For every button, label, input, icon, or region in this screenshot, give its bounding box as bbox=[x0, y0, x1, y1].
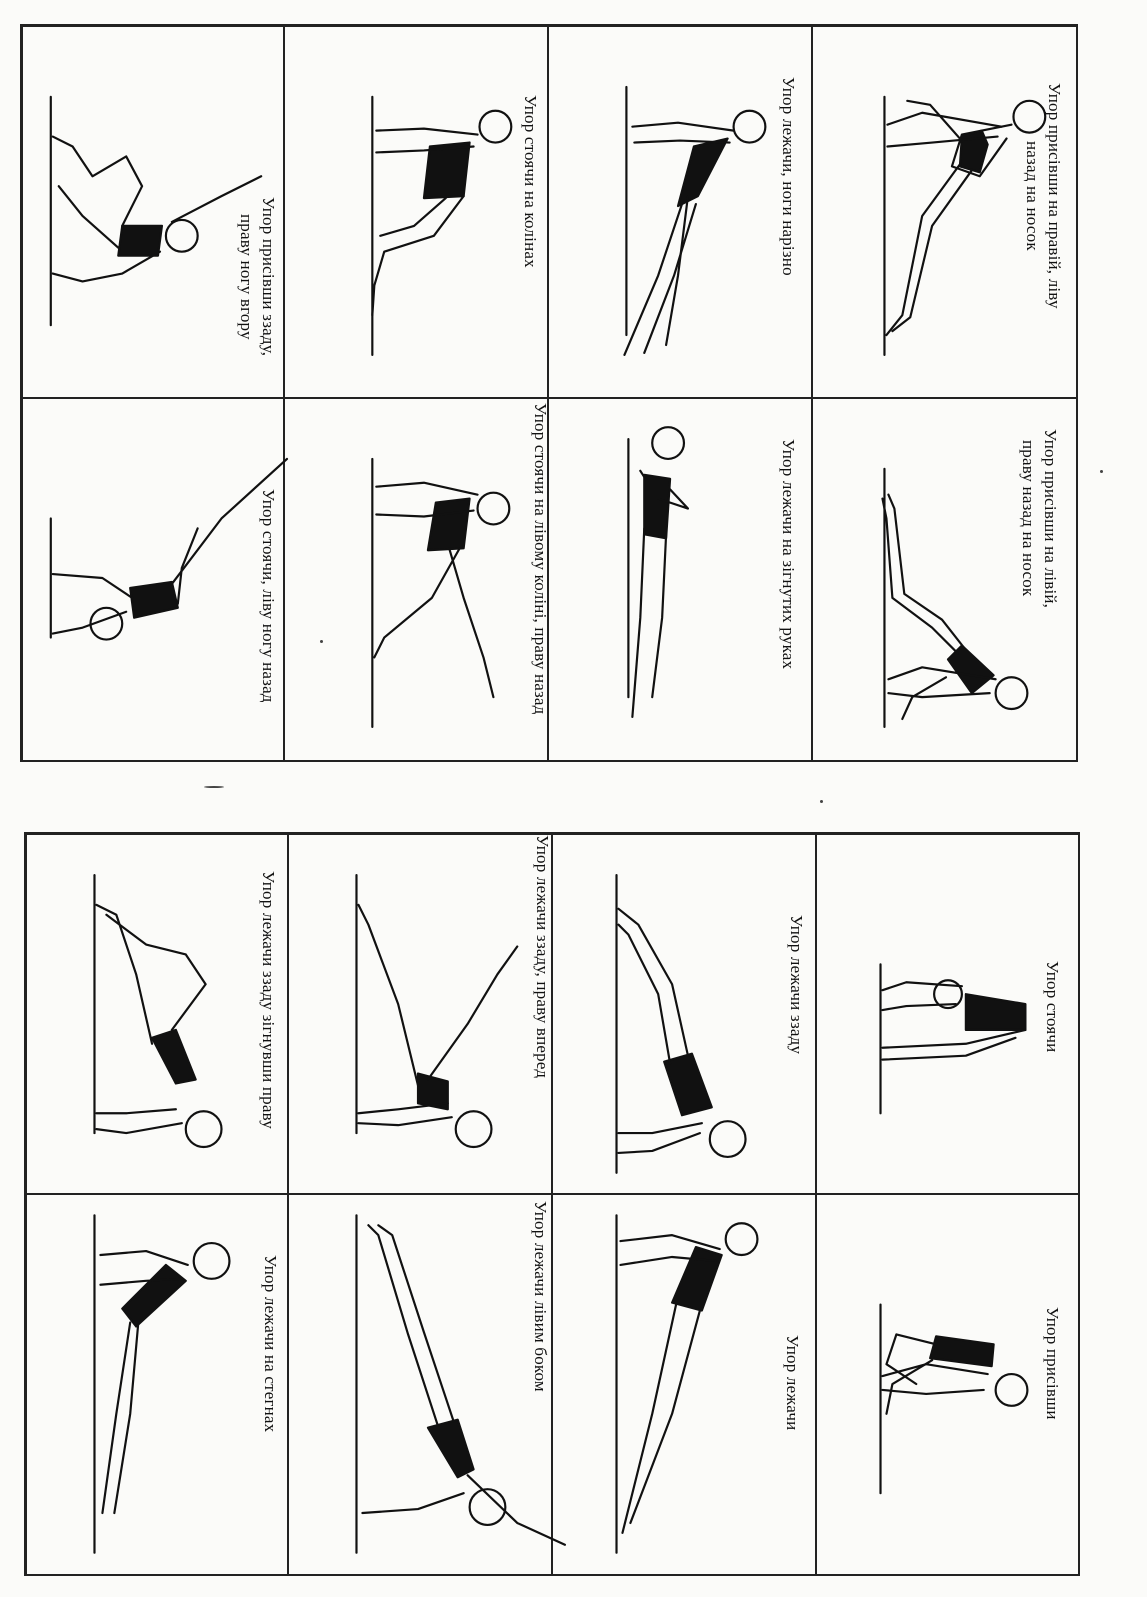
exercise-caption: Упор лежачи ззаду bbox=[787, 915, 806, 1055]
exercise-caption: Упор лежачи на стегнах bbox=[261, 1255, 280, 1433]
exercise-card-7 bbox=[22, 26, 284, 398]
exercise-caption: Упор лежачи на зігнутих руках bbox=[779, 439, 798, 670]
gymnast-rear-plank-leg-up-icon bbox=[289, 835, 551, 1193]
exercise-card-14 bbox=[288, 1194, 552, 1576]
exercise-caption: Упор лежачи ззаду зігнувши праву bbox=[259, 871, 278, 1129]
exercise-caption: Упор лежачи, ноги нарізно bbox=[779, 77, 798, 276]
gymnast-standing-leg-back-icon bbox=[23, 399, 283, 761]
gymnast-standing-support-icon bbox=[817, 835, 1079, 1193]
exercise-card-10 bbox=[816, 1194, 1080, 1576]
exercise-caption: Упор лежачи bbox=[783, 1335, 802, 1431]
scan-speck bbox=[320, 640, 323, 643]
exercise-card-12 bbox=[552, 1194, 816, 1576]
exercise-caption: Упор присівши на лівій, праву назад на носок bbox=[1019, 429, 1060, 609]
gymnast-kneeling-support-icon bbox=[285, 27, 547, 397]
gymnast-squat-support-icon bbox=[817, 1195, 1079, 1575]
exercise-card-4 bbox=[548, 398, 812, 762]
exercise-card-13 bbox=[288, 834, 552, 1194]
exercise-caption: Упор лежачи ззаду, праву вперед bbox=[533, 835, 552, 1079]
gymnast-one-knee-support-icon bbox=[285, 399, 547, 761]
exercise-caption: Упор присівши на правій, ліву назад на носок bbox=[1023, 83, 1064, 309]
exercise-caption: Упор присівши ззаду, праву ногу вгору bbox=[237, 197, 278, 357]
exercise-card-9 bbox=[816, 834, 1080, 1194]
gymnast-rear-plank-bent-leg-icon bbox=[27, 835, 287, 1193]
gymnast-plank-icon bbox=[553, 1195, 815, 1575]
scan-speck bbox=[820, 800, 823, 803]
exercise-card-3 bbox=[548, 26, 812, 398]
gymnast-bent-arm-plank-icon bbox=[549, 399, 811, 761]
scan-speck bbox=[204, 786, 224, 788]
exercise-card-6 bbox=[284, 398, 548, 762]
exercise-caption: Упор стоячи на колінах bbox=[521, 95, 540, 268]
exercise-caption: Упор стоячи bbox=[1043, 961, 1062, 1053]
exercise-sheet-top bbox=[20, 24, 1078, 762]
exercise-card-11 bbox=[552, 834, 816, 1194]
gymnast-rear-plank-icon bbox=[553, 835, 815, 1193]
exercise-caption: Упор стоячи, ліву ногу назад bbox=[259, 489, 278, 703]
scan-speck bbox=[1100, 470, 1103, 473]
exercise-sheet-bottom bbox=[24, 832, 1080, 1576]
exercise-card-15 bbox=[26, 834, 288, 1194]
exercise-card-8 bbox=[22, 398, 284, 762]
gymnast-hip-support-icon bbox=[27, 1195, 287, 1575]
exercise-card-1 bbox=[812, 26, 1078, 398]
exercise-card-16 bbox=[26, 1194, 288, 1576]
exercise-card-5 bbox=[284, 26, 548, 398]
exercise-caption: Упор лежачи лівим боком bbox=[531, 1201, 550, 1392]
gymnast-side-plank-icon bbox=[289, 1195, 551, 1575]
exercise-card-2 bbox=[812, 398, 1078, 762]
exercise-caption: Упор присівши bbox=[1043, 1307, 1062, 1420]
exercise-caption: Упор стоячи на лівому коліні, праву назад bbox=[531, 403, 550, 715]
gymnast-plank-legs-apart-icon bbox=[549, 27, 811, 397]
